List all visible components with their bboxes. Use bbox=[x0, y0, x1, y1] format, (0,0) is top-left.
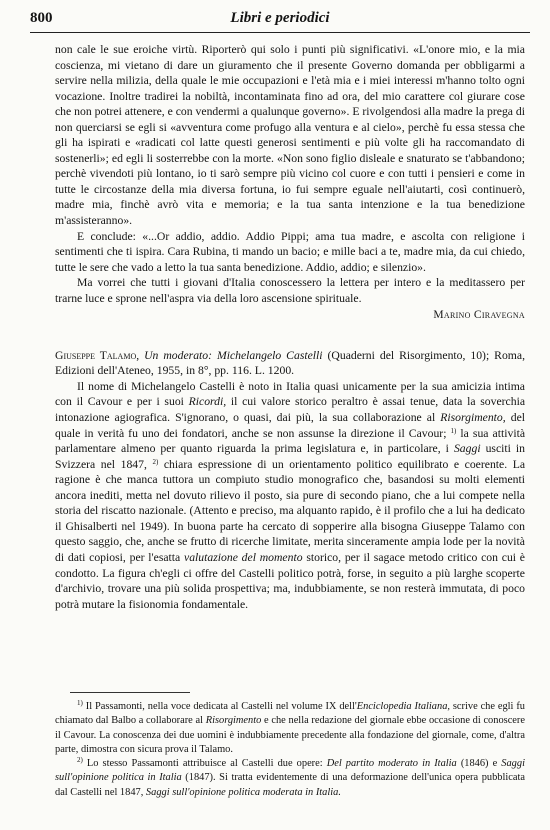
review-heading bbox=[55, 348, 525, 379]
main-text bbox=[55, 42, 525, 612]
footnotes bbox=[55, 700, 525, 800]
running-title: Libri e periodici bbox=[230, 10, 330, 26]
review-title: Un moderato: Michelangelo Castelli bbox=[144, 348, 323, 362]
footnote-1: $^{1)}$ Il Passamonti, nella voce dedicata al Castelli nel volume IX dell'Enciclopedia Italiana, scrive che egli fu chiamato dal Balbo a collaborare al Risorgimento e che nella redazione del giornale ebbe occasione di conoscere il Cavour. La conoscenza dei due uomini è indubbiamente precedente alla fondazione del giornale, come, d'altra parte, dimostra con sicura prova il Talamo. bbox=[55, 699, 525, 755]
review-paragraph: Il nome di Michelangelo Castelli è noto in Italia quasi unicamente per la sua amicizia intima con il Cavour e per i suoi Ricordi, il cui valore storico peraltro è assai tenue, data la soverchia intonazione agiografica. S'ignorano, o quasi, dai più, la sua collaborazione al Risorgimento, del quale in verità fu uno dei fondatori, anche se non assunse la direzione il Cavour; $^{1)}$ la sua attività parlamentare almeno per quanto riguarda la prima legislatura e, in particolare, i Saggi usciti in Svizzera nel 1847, $^{2)}$ chiara espressione di un orientamento politico equilibrato e coerente. La ragione è che manca tuttora un compiuto studio monografico che, basandosi su molti elementi ancora inediti, metta nel dovuto rilievo il posto, sia pure di secondo piano, che a lui compete nella storia del riscatto nazionale. (Attento e preciso, ma alquanto rapido, è il profilo che a lui ha dedicato il Ghisalberti nel 1949). In buona parte ha cercato di sopperire alla bisogna Giuseppe Talamo con questo saggio, che, anche se frutto di ricerche limitate, merita sinceramente ampia lode per la novità di dati copiosi, per l'esatta valutazione del momento storico, per il sagace metodo critico con cui è condotto. La figura ch'egli ci offre del Castelli politico potrà, forse, in seguito a più larghe scoperte d'archivio, trovare una più solida prospettiva; ma, indubbiamente, se non resterà immutata, di poco potrà mutare la fisionomia fondamentale. bbox=[55, 379, 526, 611]
footnote-ref-1: 1) bbox=[450, 426, 457, 435]
letter-paragraph-2: E conclude: «...Or addio, addio. Addio Pippi; ama tua madre, e ascolta con religione i sentimenti che ti ispira. Cara Rubina, ti mando un bacio; e mille baci a te, madre mia, da cui chiedo, tutte le sere che vado a letto la tua santa benedizione. Addio, addio; e silenzio». bbox=[55, 229, 525, 274]
review-details: (Quaderni del Risorgimento, 10); Roma, Edizioni dell'Ateneo, 1955, in 8°, pp. 116. L. 1200. bbox=[55, 348, 525, 378]
page-number: 800 bbox=[30, 10, 53, 26]
letter-paragraph-1: non cale le sue eroiche virtù. Riporterò qui solo i punti più significativi. «L'onore mio, e la mia coscienza, mi vietano di dare un giuramento che il presente Governo domanda per obbligarmi a servire nella milizia, della quale le mie occupazioni e l'età mia e i miei interessi m'hanno tolto ogni vocazione. Inoltre tradirei la nobiltà, incontaminata fino ad ora, del mio carattere col giurare cose che non potrei attenere, e con vendermi a qualunque governo». E rivolgendosi alla madre la prega di non querciarsi se egli si «avventura come profugo alla ventura e al cielo», perchè fu essa stessa che gli ha ispirati e «radicati col latte questi generosi sentimenti e più volte gli ha raccomandato di sostenerli»; ed egli li sosterrebbe con la morte. «Non sono figlio disleale e snaturato se t'abbandono; perchè vivendoti più lontano, io ti sarò sempre più vicino col cuore e con tutti i pensieri e come in tutte le circostanze della mia diversa fortuna, io fui sempre eguale nell'aiutarti, così continuerò, madre mia, finchè avrò vita e memoria; e la tua santa intenzione e la tua benedizione m'assisteranno». bbox=[55, 43, 525, 228]
page-header bbox=[30, 10, 530, 32]
footnote-2: $^{2)}$ Lo stesso Passamonti attribuisce al Castelli due opere: Del partito moderato in Italia (1846) e Saggi sull'opinione politica in Italia (1847). Si tratta evidentemente di una deformazione dell'unica opera pubblicata dal Castelli nel 1847, Saggi sull'opinione politica moderata in Italia. bbox=[55, 756, 525, 798]
header-rule bbox=[30, 32, 530, 33]
letter-paragraph-3: Ma vorrei che tutti i giovani d'Italia conoscessero la lettera per intero e la meditassero per trarne luce e sprone nell'aspra via della loro ascensione spirituale. bbox=[55, 276, 525, 305]
review-author: Giuseppe Talamo, bbox=[55, 348, 140, 362]
footnote-ref-2: 2) bbox=[152, 457, 159, 466]
footnote-rule bbox=[70, 692, 190, 693]
signature: Marino Ciravegna bbox=[433, 309, 525, 322]
